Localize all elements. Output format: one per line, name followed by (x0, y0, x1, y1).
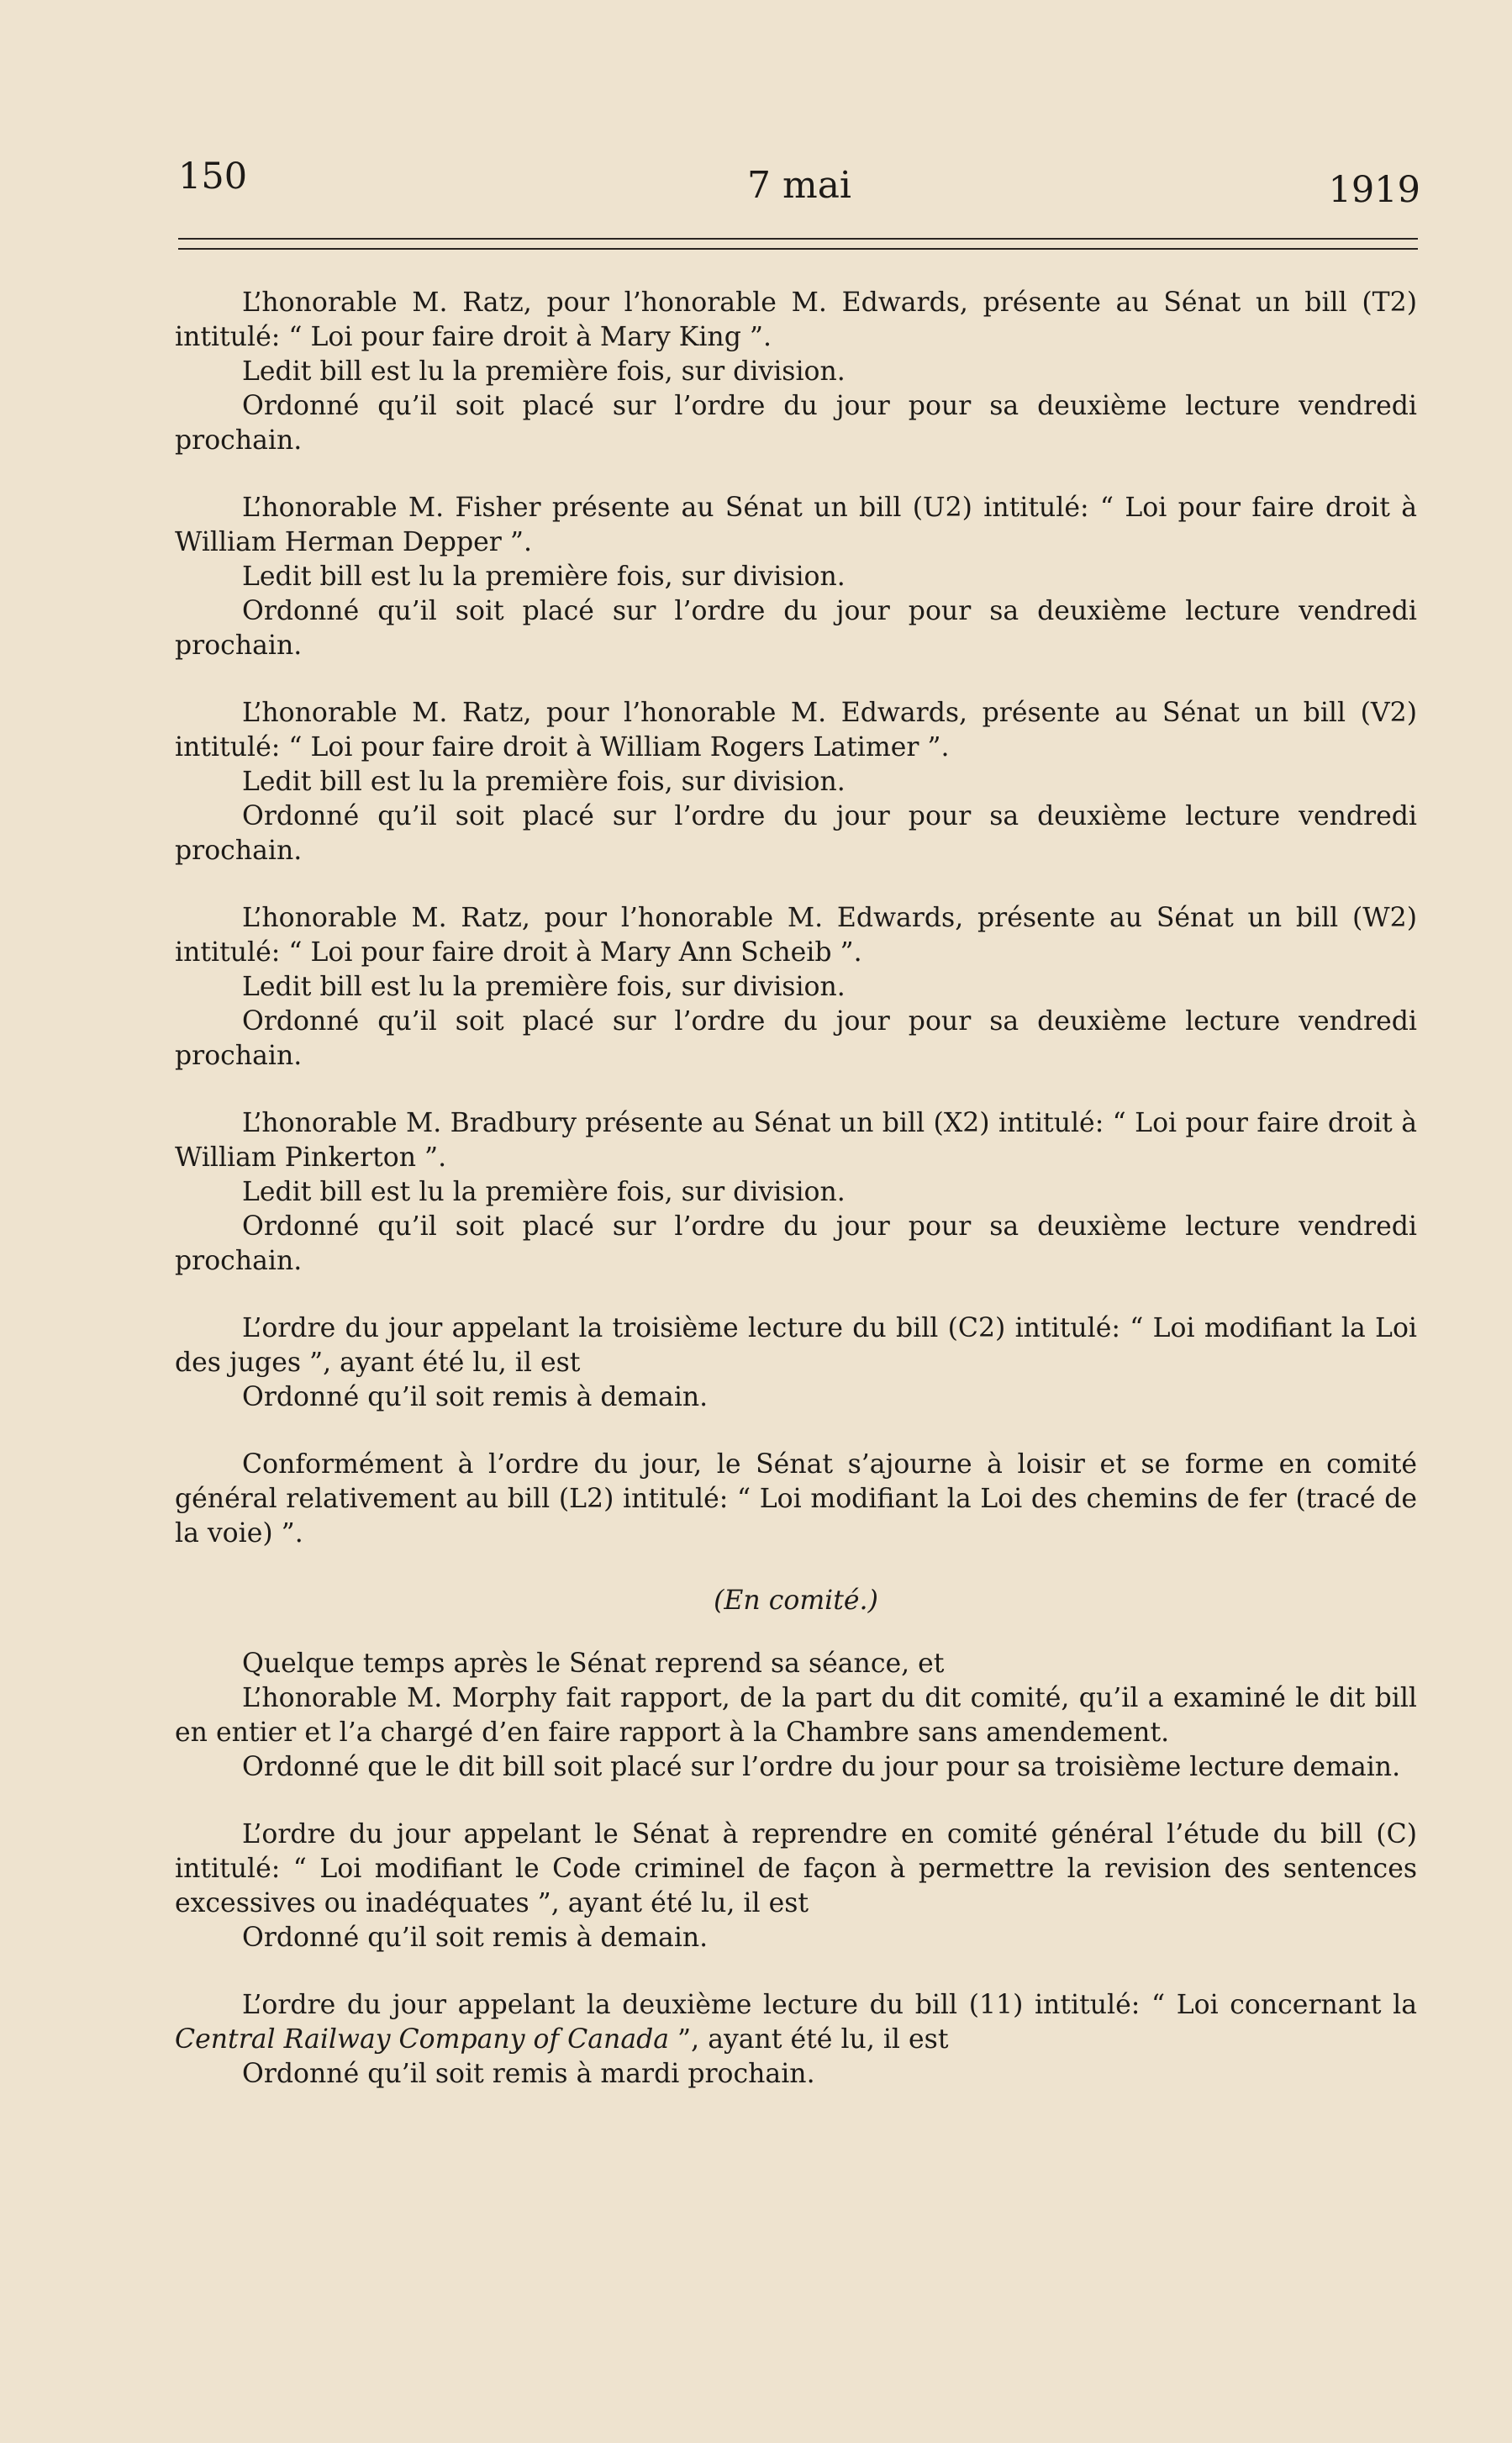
header-rule-bottom (178, 248, 1418, 250)
paragraph: Ordonné qu’il soit remis à demain. (242, 1923, 709, 1953)
paragraph: L’honorable M. Ratz, pour l’honorable M. Edwards, présente au Sénat un bill (T2) intitulé: “ Loi pour faire droit à Mary King ”. (175, 288, 1417, 352)
paragraph: Ordonné qu’il soit placé sur l’ordre du jour pour sa deuxième lecture vendredi prochain. (175, 1006, 1417, 1071)
entry-bill-u2 (175, 491, 1417, 663)
entry-bill-t2 (175, 286, 1417, 458)
page-year: 1919 (1328, 169, 1420, 211)
entry-bill-x2 (175, 1106, 1417, 1279)
entry-bill-c2 (175, 1311, 1417, 1415)
italic-company-name: Central Railway Company of Canada (175, 2024, 670, 2055)
page-number: 150 (178, 156, 248, 198)
paragraph: L’ordre du jour appelant le Sénat à reprendre en comité général l’étude du bill (C) intitulé: “ Loi modifiant le Code criminel de façon à permettre la revision des sentences excessives ou inadéquates ”, ayant été lu, il est (175, 1819, 1417, 1918)
paragraph: L’honorable M. Ratz, pour l’honorable M. Edwards, présente au Sénat un bill (V2) intitulé: “ Loi pour faire droit à William Rogers Latimer ”. (175, 698, 1417, 762)
text-run: L’ordre du jour appelant la deuxième lecture du bill (11) intitulé: “ Loi concernant la (242, 1990, 1417, 2020)
entry-bill-w2 (175, 901, 1417, 1074)
paragraph: Ordonné qu’il soit remis à mardi prochain. (242, 2059, 815, 2089)
committee-heading: (En comité.) (714, 1586, 878, 1616)
paragraph: Ordonné qu’il soit placé sur l’ordre du jour pour sa deuxième lecture vendredi prochain. (175, 1211, 1417, 1276)
paragraph: Ordonné qu’il soit placé sur l’ordre du jour pour sa deuxième lecture vendredi prochain. (175, 801, 1417, 866)
paragraph: L’ordre du jour appelant la troisième lecture du bill (C2) intitulé: “ Loi modifiant la Loi des juges ”, ayant été lu, il est (175, 1313, 1417, 1378)
paragraph: Ledit bill est lu la première fois, sur division. (242, 562, 846, 592)
paragraph: Ordonné que le dit bill soit placé sur l’ordre du jour pour sa troisième lecture demain. (242, 1752, 1401, 1782)
page-header (178, 156, 1420, 214)
paragraph: Ordonné qu’il soit placé sur l’ordre du jour pour sa deuxième lecture vendredi prochain. (175, 391, 1417, 456)
paragraph: Ledit bill est lu la première fois, sur division. (242, 767, 846, 797)
entry-bill-v2 (175, 696, 1417, 868)
header-rule-top (178, 238, 1418, 240)
paragraph: L’honorable M. Bradbury présente au Sénat un bill (X2) intitulé: “ Loi pour faire droit à William Pinkerton ”. (175, 1108, 1417, 1173)
paragraph: L’honorable M. Morphy fait rapport, de la part du dit comité, qu’il a examiné le dit bill en entier et l’a chargé d’en faire rapport à la Chambre sans amendement. (175, 1683, 1417, 1748)
paragraph: Ledit bill est lu la première fois, sur division. (242, 972, 846, 1002)
entry-bill-c (175, 1818, 1417, 1955)
paragraph: Ledit bill est lu la première fois, sur division. (242, 356, 846, 387)
paragraph: Ordonné qu’il soit remis à demain. (242, 1382, 709, 1412)
paragraph: L’honorable M. Fisher présente au Sénat un bill (U2) intitulé: “ Loi pour faire droit à William Herman Depper ”. (175, 493, 1417, 557)
paragraph (175, 1988, 1417, 2057)
entry-bill-l2 (175, 1448, 1417, 1551)
page-date: 7 mai (746, 164, 851, 207)
entry-committee-report (175, 1647, 1417, 1785)
paragraph: Ledit bill est lu la première fois, sur division. (242, 1177, 846, 1207)
paragraph: Quelque temps après le Sénat reprend sa séance, et (242, 1649, 945, 1679)
paragraph: L’honorable M. Ratz, pour l’honorable M. Edwards, présente au Sénat un bill (W2) intitulé: “ Loi pour faire droit à Mary Ann Scheib ”. (175, 903, 1417, 968)
paragraph: Conformément à l’ordre du jour, le Sénat s’ajourne à loisir et se forme en comité général relativement au bill (L2) intitulé: “ Loi modifiant la Loi des chemins de fer (tracé de la voie) ”. (175, 1449, 1417, 1549)
page-body (175, 286, 1417, 2124)
text-run: ”, ayant été lu, il est (669, 2024, 949, 2055)
entry-bill-11 (175, 1988, 1417, 2092)
paragraph: Ordonné qu’il soit placé sur l’ordre du jour pour sa deuxième lecture vendredi prochain. (175, 596, 1417, 661)
